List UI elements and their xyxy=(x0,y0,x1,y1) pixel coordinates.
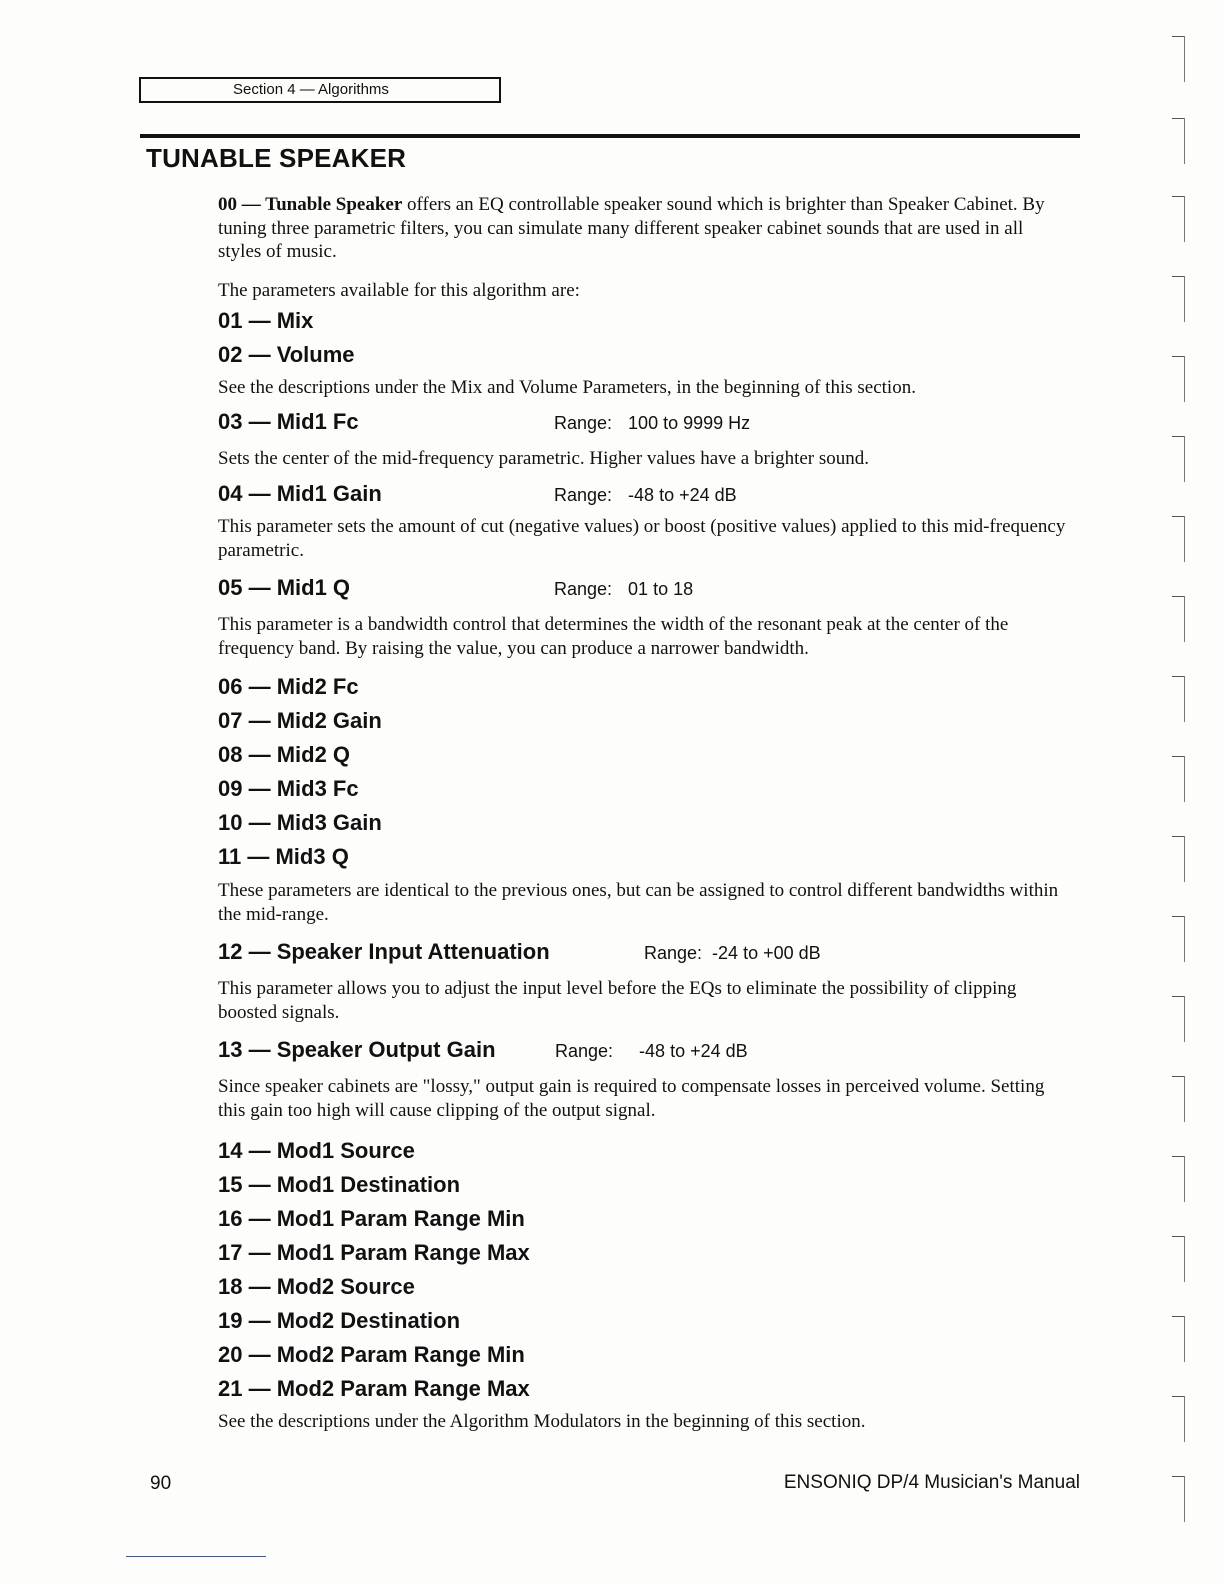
range-value: -48 to +24 dB xyxy=(628,485,737,505)
page-title: TUNABLE SPEAKER xyxy=(146,143,407,173)
param-list-item: 19 — Mod2 Destination xyxy=(218,1308,461,1333)
edge-mark xyxy=(1172,676,1186,722)
range-label: Range: xyxy=(555,1041,614,1061)
edge-mark xyxy=(1172,916,1186,962)
edge-mark xyxy=(1172,836,1186,882)
param-name: 04 — Mid1 Gain xyxy=(218,481,382,506)
page-number: 90 xyxy=(150,1473,172,1494)
section-header-box xyxy=(139,77,501,103)
param-list-item: 08 — Mid2 Q xyxy=(218,742,351,767)
param-list-item: 17 — Mod1 Param Range Max xyxy=(218,1240,530,1265)
edge-mark xyxy=(1172,1396,1186,1442)
param-name: 12 — Speaker Input Attenuation xyxy=(218,939,550,964)
param-name: 05 — Mid1 Q xyxy=(218,575,351,600)
edge-mark xyxy=(1172,36,1186,82)
param-list-item: 14 — Mod1 Source xyxy=(218,1138,415,1163)
edge-mark xyxy=(1172,356,1186,402)
mid-group-description: These parameters are identical to the previous ones, but can be assigned to control different bandwidths within the mid-range. xyxy=(218,880,1059,925)
edge-mark xyxy=(1172,276,1186,322)
range-label: Range: xyxy=(554,485,613,505)
param-speaker-input-attenuation xyxy=(218,934,1068,971)
mix-volume-description: See the descriptions under the Mix and Volume Parameters, in the beginning of this section. xyxy=(218,377,916,398)
edge-mark xyxy=(1172,516,1186,562)
modulator-description: See the descriptions under the Algorithm Modulators in the beginning of this section. xyxy=(218,1411,866,1432)
param-list-item: 07 — Mid2 Gain xyxy=(218,708,382,733)
intro-number: 00 — xyxy=(218,194,266,215)
page-content xyxy=(218,193,1068,1434)
edge-mark xyxy=(1172,596,1186,642)
range-value: -48 to +24 dB xyxy=(639,1041,748,1061)
edge-mark xyxy=(1172,1236,1186,1282)
param-list-item: 18 — Mod2 Source xyxy=(218,1274,415,1299)
output-gain-description: Since speaker cabinets are "lossy," output gain is required to compensate losses in perceived volume. Setting this gain too high will cause clipping of the output signal. xyxy=(218,1076,1045,1121)
params-intro: The parameters available for this algorithm are: xyxy=(218,279,580,301)
scan-artifact-line xyxy=(126,1556,266,1557)
range-label: Range: xyxy=(644,943,703,963)
intro-text: offers an EQ controllable speaker sound which is brighter than Speaker Cabinet. By tuning three parametric filters, you can simulate many different speaker cabinet sounds that are used in all styles of music. xyxy=(218,194,1045,262)
edge-mark xyxy=(1172,118,1186,164)
edge-mark xyxy=(1172,1476,1186,1522)
section-label: Section 4 — Algorithms xyxy=(233,81,389,98)
edge-mark xyxy=(1172,1156,1186,1202)
attenuation-description: This parameter allows you to adjust the input level before the EQs to eliminate the possibility of clipping boosted signals. xyxy=(218,978,1017,1023)
param-list-item: 06 — Mid2 Fc xyxy=(218,674,359,699)
mid1-gain-description: This parameter sets the amount of cut (negative values) or boost (positive values) applied to this mid-frequency parametric. xyxy=(218,516,1066,561)
edge-mark xyxy=(1172,996,1186,1042)
param-list-item: 11 — Mid3 Q xyxy=(218,844,349,869)
mid1-fc-description: Sets the center of the mid-frequency parametric. Higher values have a brighter sound. xyxy=(218,447,870,469)
param-list-item: 15 — Mod1 Destination xyxy=(218,1172,461,1197)
mid2-mid3-param-list xyxy=(218,670,1068,874)
intro-algorithm-name: Tunable Speaker xyxy=(265,194,403,215)
param-list-item: 09 — Mid3 Fc xyxy=(218,776,359,801)
edge-mark xyxy=(1172,1076,1186,1122)
edge-mark xyxy=(1172,196,1186,242)
param-mid1-fc xyxy=(218,404,1068,441)
range-value: -24 to +00 dB xyxy=(712,943,821,963)
manual-title: ENSONIQ DP/4 Musician's Manual xyxy=(783,1472,1080,1493)
param-name: 03 — Mid1 Fc xyxy=(218,408,359,434)
range-value: 01 to 18 xyxy=(628,579,694,599)
param-volume: 02 — Volume xyxy=(218,342,355,367)
param-list-item: 21 — Mod2 Param Range Max xyxy=(218,1376,530,1401)
param-list-item: 10 — Mid3 Gain xyxy=(218,810,382,835)
edge-mark xyxy=(1172,756,1186,802)
param-speaker-output-gain xyxy=(218,1032,1068,1069)
range-label: Range: xyxy=(554,579,613,599)
range-value: 100 to 9999 Hz xyxy=(628,412,751,433)
param-list-item: 16 — Mod1 Param Range Min xyxy=(218,1206,525,1231)
param-mid1-q xyxy=(218,570,1068,607)
range-label: Range: xyxy=(554,412,613,433)
param-mix: 01 — Mix xyxy=(218,308,314,333)
mid1-q-description: This parameter is a bandwidth control that determines the width of the resonant peak at the center of the frequency band. By raising the value, you can produce a narrower bandwidth. xyxy=(218,614,1009,659)
intro-paragraph xyxy=(218,193,1068,264)
param-mid1-gain xyxy=(218,476,1068,513)
edge-mark xyxy=(1172,1316,1186,1362)
modulator-param-list xyxy=(218,1134,1068,1406)
edge-mark xyxy=(1172,436,1186,482)
param-list-item: 20 — Mod2 Param Range Min xyxy=(218,1342,525,1367)
param-name: 13 — Speaker Output Gain xyxy=(218,1037,496,1062)
title-rule xyxy=(140,134,1080,138)
